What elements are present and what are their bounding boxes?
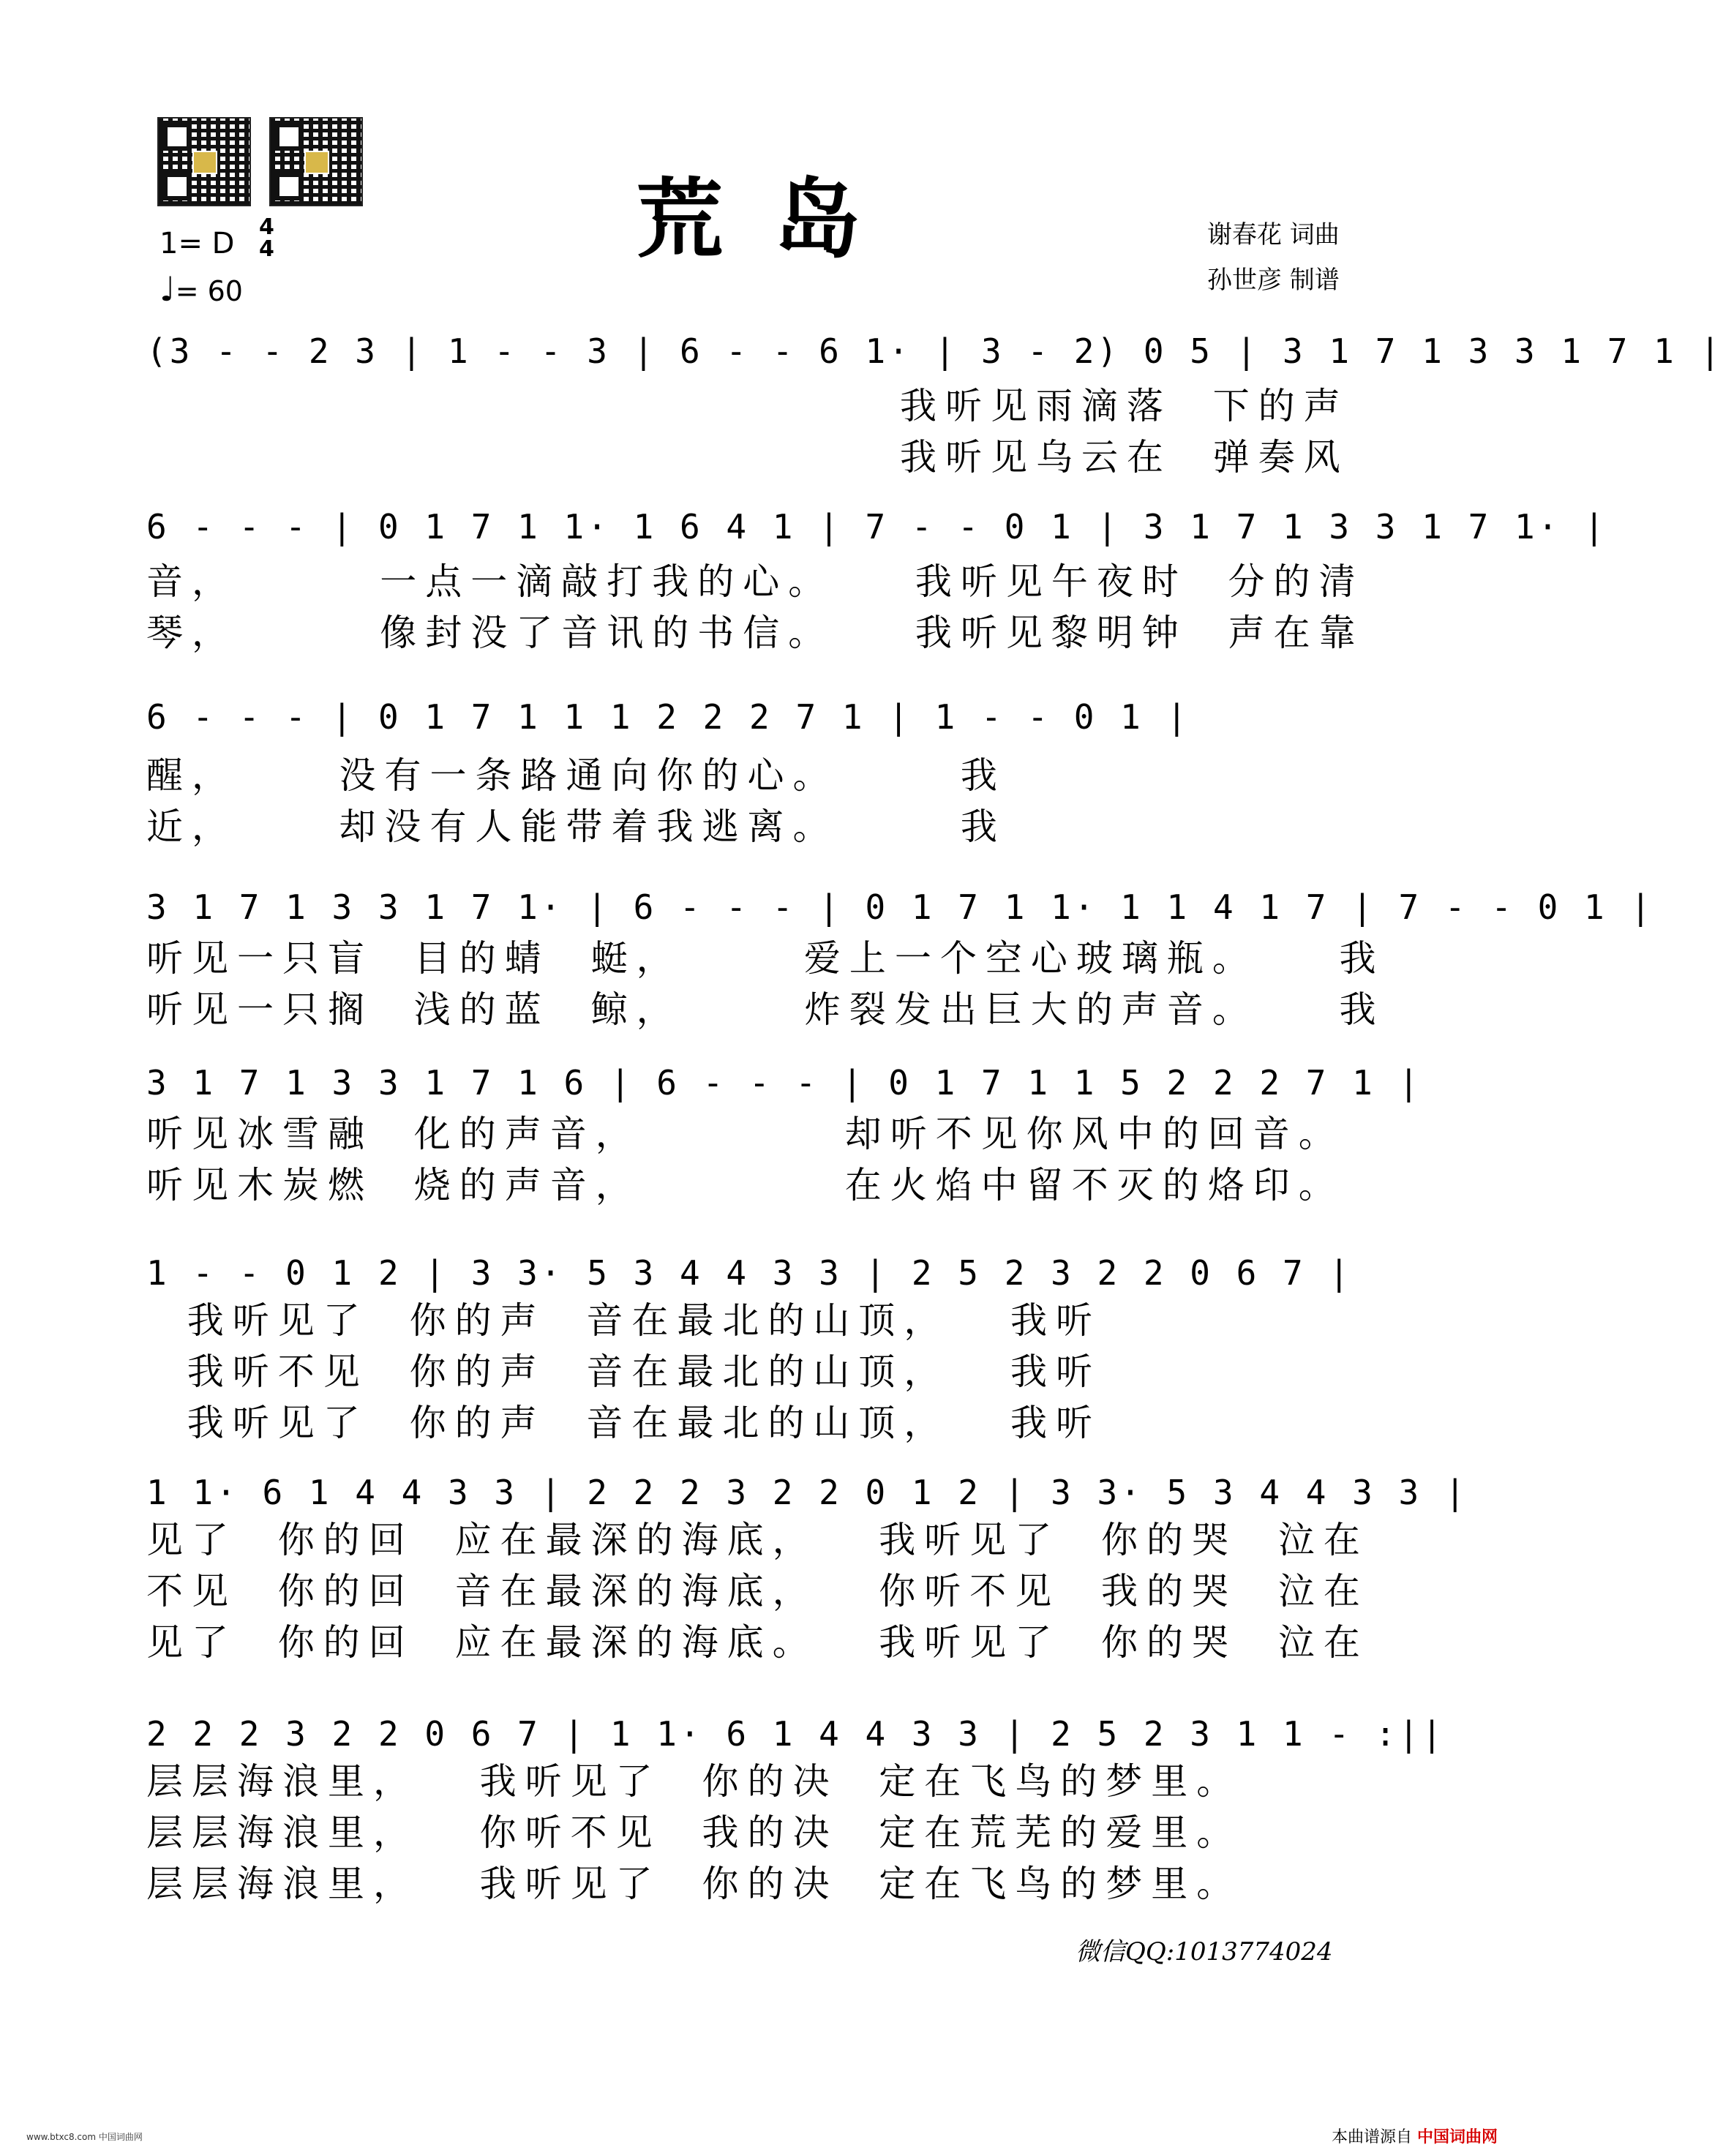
- footer-attribution: [1332, 2125, 1498, 2147]
- page-title: 荒岛: [637, 168, 912, 270]
- lyric-line: 层层海浪里， 我听见了 你的决 定在飞鸟的梦里。: [146, 1863, 1242, 1905]
- lyric-line: 我听见雨滴落 下的声: [900, 385, 1349, 427]
- credit-writer: 谢春花 词曲: [1207, 220, 1340, 249]
- quarter-note-icon: ♩: [159, 269, 176, 309]
- time-signature: [259, 214, 274, 262]
- notation-line: 2 2 2 3 2 2 0 6 7 | 1 1· 6 1 4 4 3 3 | 2 5 2 3 1 1 - :||: [146, 1714, 1445, 1754]
- footer-label: 本曲谱源自: [1332, 2128, 1413, 2146]
- lyric-line: 见了 你的回 应在最深的海底。 我听见了 你的哭 泣在: [146, 1621, 1369, 1664]
- lyric-line: 见了 你的回 应在最深的海底， 我听见了 你的哭 泣在: [146, 1519, 1369, 1561]
- credits: [1207, 212, 1340, 303]
- lyric-line: 音， 一点一滴敲打我的心。 我听见午夜时 分的清: [146, 560, 1364, 603]
- lyric-line: 醒， 没有一条路通向你的心。 我: [146, 754, 1006, 797]
- lyric-line: 我听见乌云在 弹奏风: [900, 436, 1349, 478]
- lyric-line: 听见冰雪融 化的声音， 却听不见你风中的回音。: [146, 1113, 1344, 1155]
- lyric-line: 我听见了 你的声 音在最北的山顶， 我听: [146, 1402, 1102, 1444]
- notation-line: 3 1 7 1 3 3 1 7 1 6 | 6 - - - | 0 1 7 1 1 5 2 2 2 7 1 |: [146, 1063, 1422, 1103]
- lyric-line: 听见木炭燃 烧的声音， 在火焰中留不灭的烙印。: [146, 1164, 1344, 1206]
- contact-info: 微信QQ:1013774024: [1076, 1937, 1333, 1967]
- lyric-line: 我听见了 你的声 音在最北的山顶， 我听: [146, 1299, 1102, 1342]
- lyric-line: 层层海浪里， 我听见了 你的决 定在飞鸟的梦里。: [146, 1760, 1242, 1803]
- lyric-line: 听见一只盲 目的蜻 蜓， 爱上一个空心玻璃瓶。 我: [146, 937, 1385, 980]
- notation-line: 1 - - 0 1 2 | 3 3· 5 3 4 4 3 3 | 2 5 2 3 2 2 0 6 7 |: [146, 1253, 1353, 1293]
- notation-line: 1 1· 6 1 4 4 3 3 | 2 2 2 3 2 2 0 1 2 | 3 3· 5 3 4 4 3 3 |: [146, 1473, 1468, 1512]
- footer-brand: 中国词曲网: [1417, 2128, 1498, 2146]
- notation-line: 3 1 7 1 3 3 1 7 1· | 6 - - - | 0 1 7 1 1· 1 1 4 1 7 | 7 - - 0 1 |: [146, 887, 1654, 927]
- lyric-line: 不见 你的回 音在最深的海底， 你听不见 我的哭 泣在: [146, 1570, 1369, 1612]
- qr-code-icon: [157, 117, 251, 206]
- notation-line: 6 - - - | 0 1 7 1 1 1 2 2 2 7 1 | 1 - - 0 1 |: [146, 697, 1190, 737]
- lyric-line: 近， 却没有人能带着我逃离。 我: [146, 805, 1006, 848]
- key-signature: 1= D: [159, 227, 235, 260]
- lyric-line: 琴， 像封没了音讯的书信。 我听见黎明钟 声在靠: [146, 612, 1364, 654]
- footer-source: www.btxc8.com 中国词曲网: [26, 2132, 143, 2142]
- qr-code-icon: [269, 117, 363, 206]
- tempo-value: = 60: [175, 275, 243, 307]
- lyric-line: 我听不见 你的声 音在最北的山顶， 我听: [146, 1351, 1102, 1393]
- notation-line: 6 - - - | 0 1 7 1 1· 1 6 4 1 | 7 - - 0 1 | 3 1 7 1 3 3 1 7 1· |: [146, 507, 1607, 546]
- credit-arranger: 孙世彦 制谱: [1207, 266, 1340, 295]
- side-watermark-left: [3, 15, 13, 2136]
- tempo-mark: [159, 269, 243, 309]
- lyric-line: 层层海浪里， 你听不见 我的决 定在荒芜的爱里。: [146, 1811, 1242, 1854]
- meter-top: 4: [259, 214, 274, 240]
- notation-line: (3 - - 2 3 | 1 - - 3 | 6 - - 6 1· | 3 - 2) 0 5 | 3 1 7 1 3 3 1 7 1 |: [146, 331, 1723, 371]
- meter-bottom: 4: [259, 236, 274, 262]
- lyric-line: 听见一只搁 浅的蓝 鲸， 炸裂发出巨大的声音。 我: [146, 988, 1385, 1031]
